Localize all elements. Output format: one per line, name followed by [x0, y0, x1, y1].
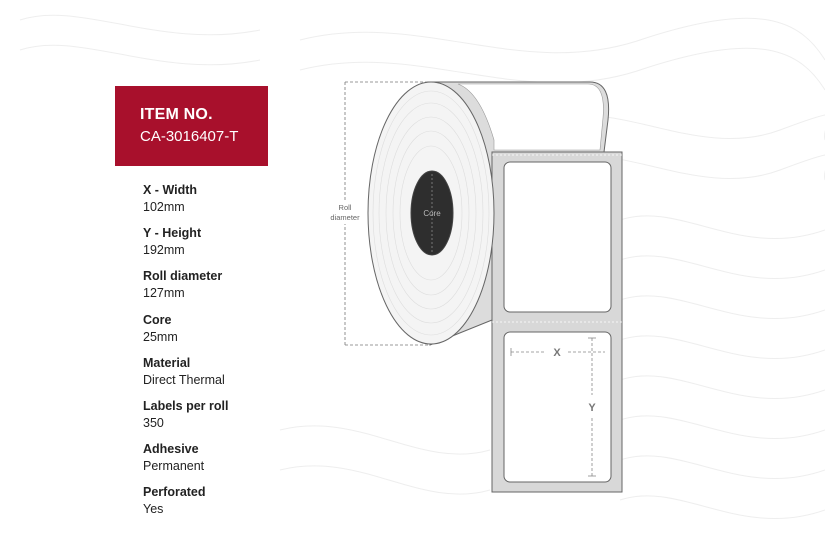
spec-value: 350	[143, 415, 164, 430]
spec-label: Roll diameter	[143, 269, 223, 284]
spec-adhesive	[143, 441, 228, 484]
spec-list	[143, 182, 228, 528]
spec-roll-diameter	[143, 268, 228, 311]
roll-diameter-label-line1: Roll	[338, 203, 352, 212]
spec-value: Yes	[143, 502, 164, 517]
spec-material	[143, 355, 228, 398]
spec-labels-per-roll	[143, 398, 228, 441]
spec-label: Core	[143, 312, 172, 327]
spec-label: Adhesive	[143, 442, 199, 457]
spec-label: Perforated	[143, 485, 206, 500]
item-number-box	[115, 86, 268, 166]
spec-label: Material	[143, 355, 191, 370]
spec-label: Y - Height	[143, 226, 202, 241]
spec-label: X - Width	[143, 183, 198, 197]
y-dimension-label: Y	[588, 402, 596, 414]
item-number-heading: ITEM NO.	[140, 106, 213, 123]
spec-value: 102mm	[143, 200, 185, 214]
label-upper	[504, 162, 611, 312]
x-dimension-label: X	[553, 347, 561, 359]
spec-value: Permanent	[143, 459, 205, 474]
spec-height	[143, 225, 228, 268]
roll-diameter-label-line2: diameter	[330, 213, 360, 222]
spec-perforated	[143, 484, 228, 527]
label-roll-diagram	[330, 75, 630, 500]
core-label: Core	[423, 209, 441, 218]
spec-value: Direct Thermal	[143, 372, 225, 387]
spec-value: 25mm	[143, 329, 178, 344]
spec-label: Labels per roll	[143, 398, 229, 413]
item-number-code: CA-3016407-T	[140, 128, 239, 145]
spec-value: 127mm	[143, 286, 185, 301]
spec-width	[143, 182, 228, 225]
spec-value: 192mm	[143, 243, 185, 258]
spec-core	[143, 312, 228, 355]
